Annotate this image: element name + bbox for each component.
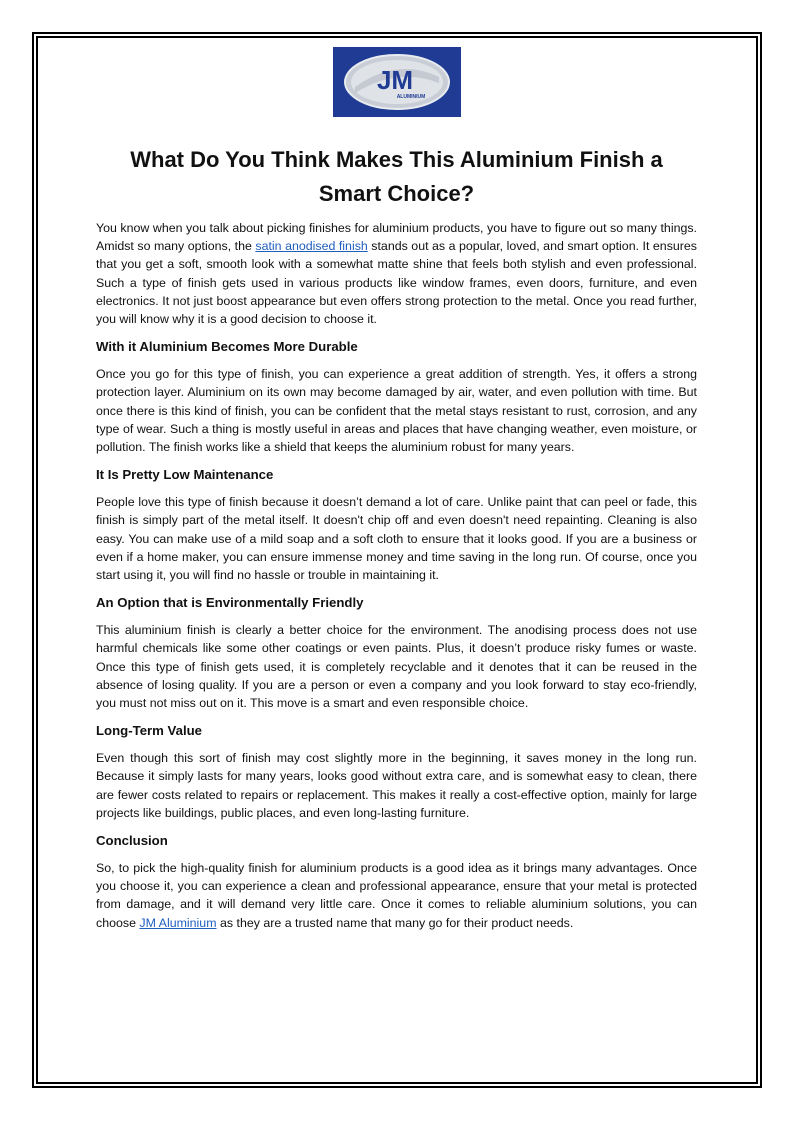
- logo-graphic: [333, 47, 461, 117]
- logo-subtext: ALUMINIUM: [396, 94, 425, 100]
- document-content: [96, 47, 697, 932]
- logo-text: JM: [376, 65, 413, 95]
- intro-paragraph: You know when you talk about picking finishes for aluminium products, you have to figure out so many things. Amidst so many options, the satin anodised finish stands out as a popular, loved, and smart option. It ensures that you get a soft, smooth look with a somewhat matte shine that feels both stylish and even professional. Such a type of finish gets used in various products like window frames, even doors, furniture, and even electronics. It not just boost appearance but even offers strong protection to the metal. Once you read further, you will know why it is a good decision to choose it.: [96, 221, 697, 327]
- section-paragraph-durable: Once you go for this type of finish, you can experience a great addition of strength. Yes, it offers a strong protection layer. Aluminium on its own may become damaged by air, water, and even pollution with time. But once there is this kind of finish, you can be confident that the metal stays resistant to rust, corrosion, and any type of wear. Such a thing is mostly useful in areas and places that have changing weather, even moisture, or pollution. The finish works like a shield that keeps the aluminium robust for many years.: [96, 367, 697, 455]
- page-title: What Do You Think Makes This Aluminium Finish a Smart Choice?: [130, 147, 663, 206]
- section-paragraph-value: Even though this sort of finish may cost slightly more in the beginning, it saves money in the long run. Because it simply lasts for many years, looks good without extra care, and is somewhat easy to clean, there are fewer costs related to repairs or replacement. This makes it really a cost-effective option, mainly for large projects like buildings, public places, and even long-lasting furniture.: [96, 751, 697, 820]
- section-heading-value: Long-Term Value: [96, 723, 203, 739]
- section-paragraph-environment: This aluminium finish is clearly a better choice for the environment. The anodising process does not use harmful chemicals like some other coatings or even paints. Plus, it doesn’t produce risky fumes or waste. Once this type of finish gets used, it is completely recyclable and it denotes that it can be reused in the absence of losing quality. If you are a person or even a company and you look forward to stay eco-friendly, you must not miss out on it. This move is a smart and even responsible choice.: [96, 623, 697, 711]
- jm-aluminium-logo: [333, 47, 461, 117]
- section-heading-maintenance: It Is Pretty Low Maintenance: [96, 467, 274, 483]
- jm-aluminium-link[interactable]: JM Aluminium: [139, 915, 217, 930]
- satin-anodised-finish-link[interactable]: satin anodised finish: [255, 239, 368, 254]
- section-heading-environment: An Option that is Environmentally Friendly: [96, 595, 364, 611]
- section-paragraph-maintenance: People love this type of finish because it doesn’t demand a lot of care. Unlike paint that can peel or fade, this finish is simply part of the metal itself. It doesn't chip off and even doesn't need repainting. Cleaning is also easy. You can make use of a mild soap and a soft cloth to ensure that it looks good. If you are a business or even if a home maker, you can ensure immense money and time saving in the long run. Of course, once you start using it, you will find no hassle or trouble in maintaining it.: [96, 495, 697, 583]
- section-heading-conclusion: Conclusion: [96, 833, 168, 849]
- conclusion-paragraph: So, to pick the high-quality finish for aluminium products is a good idea as it brings many advantages. Once you choose it, you can experience a clean and professional appearance, ensure that your metal is protected from damage, and it will demand very little care. Once it comes to reliable aluminium solutions, you can choose JM Aluminium as they are a trusted name that many go for their product needs.: [96, 861, 697, 930]
- section-heading-durable: With it Aluminium Becomes More Durable: [96, 339, 358, 355]
